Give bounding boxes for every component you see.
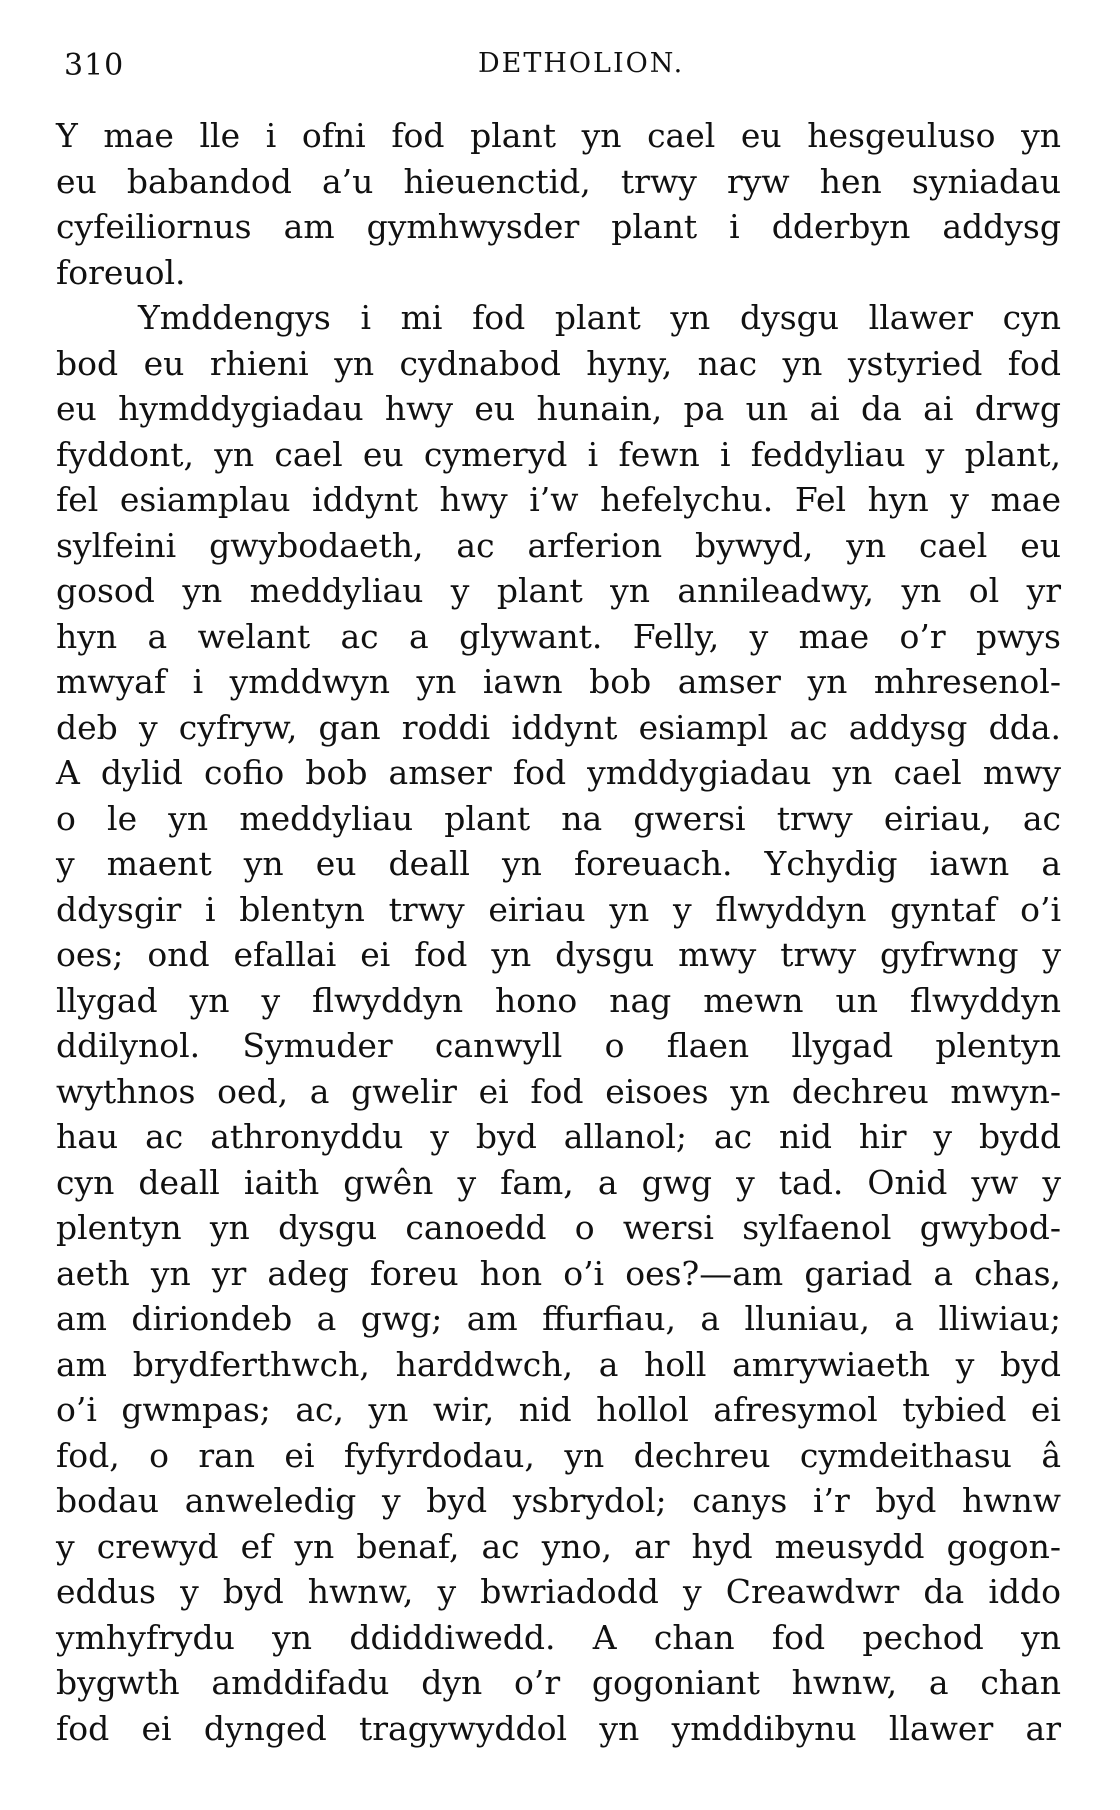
text-line: eddus y byd hwnw, y bwriadodd y Creawdwr da iddo bbox=[56, 1572, 1061, 1611]
running-head bbox=[38, 48, 1058, 88]
text-line: y crewyd ef yn benaf, ac yno, ar hyd meusydd gogon- bbox=[56, 1526, 1061, 1566]
text-line: am brydferthwch, harddwch, a holl amrywiaeth y byd bbox=[56, 1344, 1061, 1384]
page-number: 310 bbox=[64, 48, 125, 83]
text-line: ddysgir i blentyn trwy eiriau yn y flwyddyn gyntaf o’i bbox=[56, 889, 1061, 929]
text-line: foreuol. bbox=[56, 252, 186, 292]
text-line: hau ac athronyddu y byd allanol; ac nid hir y bydd bbox=[56, 1117, 1061, 1156]
text-line: eu hymddygiadau hwy eu hunain, pa un ai da ai drwg bbox=[56, 389, 1061, 428]
text-line: wythnos oed, a gwelir ei fod eisoes yn dechreu mwyn- bbox=[56, 1071, 1061, 1111]
text-line: mwyaf i ymddwyn yn iawn bob amser yn mhresenol- bbox=[56, 662, 1061, 701]
text-line: hyn a welant ac a glywant. Felly, y mae o’r pwys bbox=[56, 616, 1061, 656]
text-line: am diriondeb a gwg; am ffurfiau, a lluniau, a lliwiau; bbox=[56, 1299, 1061, 1338]
text-line: cyn deall iaith gwên y fam, a gwg y tad. Onid yw y bbox=[56, 1162, 1061, 1202]
text-line: sylfeini gwybodaeth, ac arferion bywyd, yn cael eu bbox=[56, 525, 1061, 565]
text-line: fod, o ran ei fyfyrdodau, yn dechreu cymdeithasu â bbox=[56, 1435, 1061, 1475]
text-line: bodau anweledig y byd ysbrydol; canys i’r byd hwnw bbox=[56, 1481, 1061, 1520]
text-line: oes; ond efallai ei fod yn dysgu mwy trwy gyfrwng y bbox=[56, 935, 1061, 974]
text-line: ddilynol. Symuder canwyll o flaen llygad plentyn bbox=[56, 1026, 1061, 1065]
text-line: y maent yn eu deall yn foreuach. Ychydig iawn a bbox=[56, 844, 1061, 883]
text-line: bygwth amddifadu dyn o’r gogoniant hwnw, a chan bbox=[56, 1663, 1061, 1702]
text-line: o le yn meddyliau plant na gwersi trwy eiriau, ac bbox=[56, 798, 1061, 838]
text-line: fod ei dynged tragywyddol yn ymddibynu llawer ar bbox=[56, 1708, 1061, 1748]
text-line: llygad yn y flwyddyn hono nag mewn un flwyddyn bbox=[56, 980, 1061, 1020]
text-line: plentyn yn dysgu canoedd o wersi sylfaenol gwybod- bbox=[56, 1208, 1061, 1247]
text-line: eu babandod a’u hieuenctid, trwy ryw hen syniadau bbox=[56, 161, 1061, 201]
text-line: Ymddengys i mi fod plant yn dysgu llawer cyn bbox=[138, 298, 1061, 337]
text-line: A dylid cofio bob amser fod ymddygiadau yn cael mwy bbox=[56, 753, 1061, 792]
text-line: fyddont, yn cael eu cymeryd i fewn i feddyliau y plant, bbox=[56, 434, 1061, 474]
text-line: fel esiamplau iddynt hwy i’w hefelychu. Fel hyn y mae bbox=[56, 480, 1061, 519]
text-line: deb y cyfryw, gan roddi iddynt esiampl ac addysg dda. bbox=[56, 707, 1061, 747]
text-line: ymhyfrydu yn ddiddiwedd. A chan fod pechod yn bbox=[56, 1617, 1061, 1657]
text-line: o’i gwmpas; ac, yn wir, nid hollol afresymol tybied ei bbox=[56, 1390, 1061, 1429]
text-line: bod eu rhieni yn cydnabod hyny, nac yn ystyried fod bbox=[56, 343, 1061, 383]
body-text bbox=[56, 113, 1061, 1751]
text-line: aeth yn yr adeg foreu hon o’i oes?—am gariad a chas, bbox=[56, 1253, 1061, 1293]
running-title: DETHOLION. bbox=[478, 48, 685, 79]
text-line: gosod yn meddyliau y plant yn annileadwy, yn ol yr bbox=[56, 571, 1061, 610]
text-line: Y mae lle i ofni fod plant yn cael eu hesgeuluso yn bbox=[56, 116, 1061, 155]
text-line: cyfeiliornus am gymhwysder plant i dderbyn addysg bbox=[56, 207, 1061, 246]
